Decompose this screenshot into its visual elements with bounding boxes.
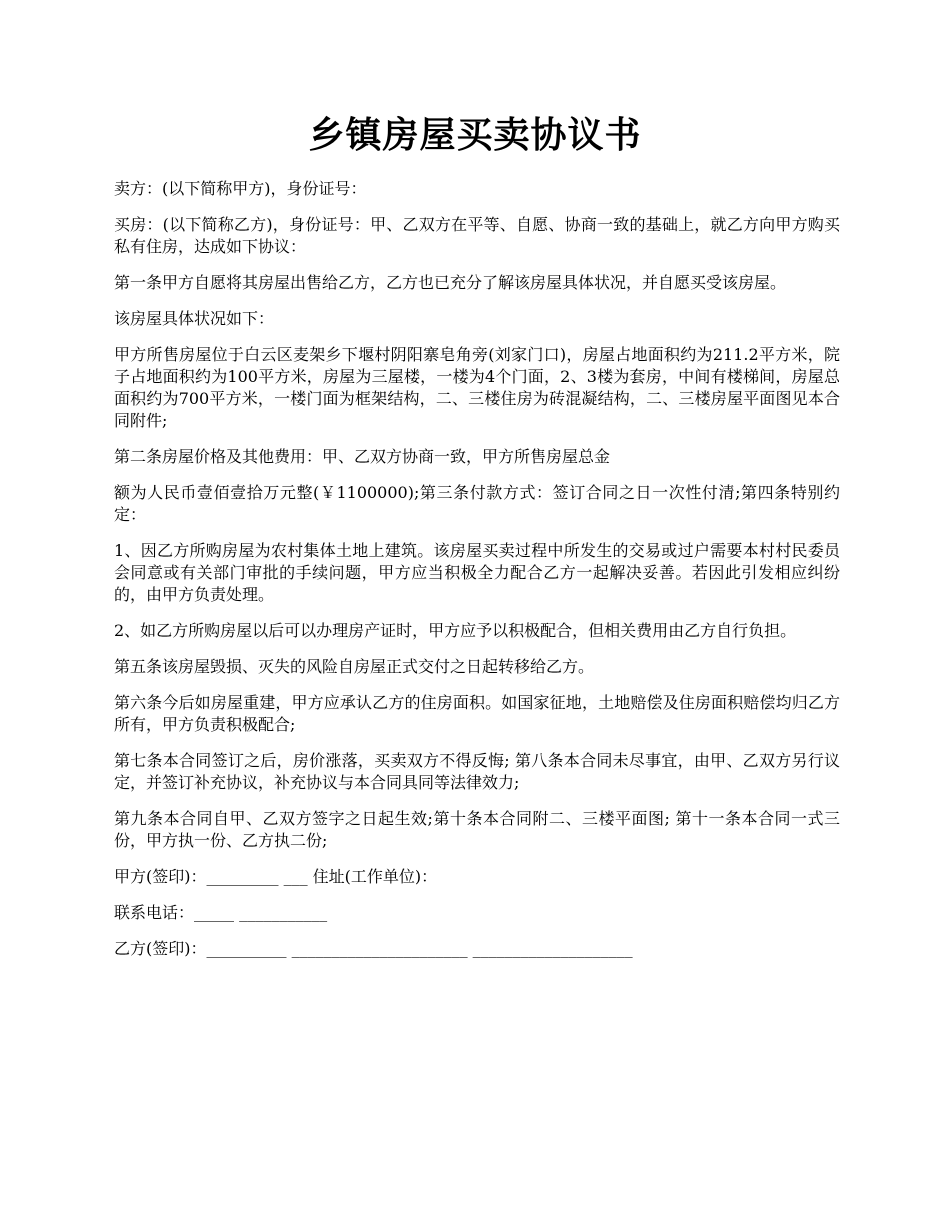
article-9-11: 第九条本合同自甲、乙双方签字之日起生效;第十条本合同附二、三楼平面图; 第十一条本合同一式三份，甲方执一份、乙方执二份; [114, 809, 840, 850]
article-5: 第五条该房屋毁损、灭失的风险自房屋正式交付之日起转移给乙方。 [114, 657, 595, 676]
party-a-signature-line: 甲方(签印)：_________ ___ 住址(工作单位)： [114, 867, 438, 886]
buyer-line: 买房：(以下简称乙方)，身份证号：甲、乙双方在平等、自愿、协商一致的基础上，就乙方向甲方购买私有住房，达成如下协议： [114, 215, 840, 256]
document-title: 乡镇房屋买卖协议书 [308, 115, 642, 156]
seller-line: 卖方：(以下简称甲方)，身份证号： [114, 179, 367, 198]
party-b-signature-line: 乙方(签印)：__________ ______________________ ____________________ [114, 939, 633, 958]
property-description: 甲方所售房屋位于白云区麦架乡下堰村阴阳寨皂角旁(刘家门口)，房屋占地面积约为211.2平方米，院子占地面积约为100平方米，房屋为三屋楼，一楼为4个门面，2、3楼为套房，中间有楼梯间，房屋总面积约为700平方米，一楼门面为框架结构，二、三楼住房为砖混凝结构，二、三楼房屋平面图见本合同附件; [114, 345, 840, 430]
contact-phone-line: 联系电话：_____ ___________ [114, 903, 328, 922]
document-body [114, 178, 840, 974]
article-1: 第一条甲方自愿将其房屋出售给乙方，乙方也已充分了解该房屋具体状况，并自愿买受该房屋。 [114, 273, 787, 292]
price-and-payment: 额为人民币壹佰壹拾万元整(￥1100000);第三条付款方式：签订合同之日一次性付清;第四条特别约定： [114, 483, 840, 524]
property-status-heading: 该房屋具体状况如下： [114, 309, 275, 328]
article-7-8: 第七条本合同签订之后，房价涨落，买卖双方不得反悔; 第八条本合同未尽事宜，由甲、乙双方另行议定，并签订补充协议，补充协议与本合同具同等法律效力; [114, 751, 840, 792]
special-term-1: 1、因乙方所购房屋为农村集体土地上建筑。该房屋买卖过程中所发生的交易或过户需要本村村民委员会同意或有关部门审批的手续问题，甲方应当积极全力配合乙方一起解决妥善。若因此引发相应纠纷的，由甲方负责处理。 [114, 541, 840, 604]
article-2: 第二条房屋价格及其他费用：甲、乙双方协商一致，甲方所售房屋总金 [114, 447, 611, 466]
special-term-2: 2、如乙方所购房屋以后可以办理房产证时，甲方应予以积极配合，但相关费用由乙方自行负担。 [114, 621, 797, 640]
article-6: 第六条今后如房屋重建，甲方应承认乙方的住房面积。如国家征地，土地赔偿及住房面积赔偿均归乙方所有，甲方负责积极配合; [114, 693, 840, 734]
